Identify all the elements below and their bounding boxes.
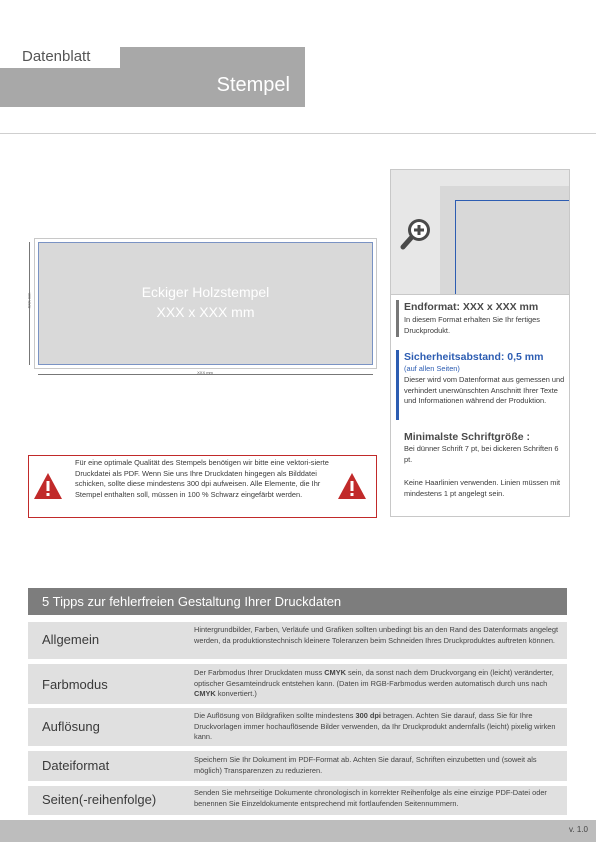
min-font-text: Bei dünner Schrift 7 pt, bei dickeren Schriften 6 pt. <box>404 444 559 464</box>
version-label: v. 1.0 <box>569 825 588 834</box>
min-font-title: Minimalste Schriftgröße : <box>404 431 531 443</box>
safety-title: Sicherheitsabstand: 0,5 mm <box>404 351 544 363</box>
footer-bar <box>0 820 596 842</box>
safety-marker <box>396 350 399 420</box>
tip-label: Seiten(-reihenfolge) <box>42 792 157 807</box>
tip-text: Speichern Sie Ihr Dokument im PDF-Format ab. Achten Sie darauf, Schriften einzubetten und (soweit als möglich) Transparenzen zu reduzieren. <box>194 755 537 775</box>
warning-text: Für eine optimale Qualität des Stempels benötigen wir bitte eine vektori-sierte Druckdatei als PDF. Wenn Sie uns Ihre Druckdaten hingegen als Bilddatei schicken, sollte diese mindestens 300 dpi aufweisen. Alle Elemente, die Ihr Stempel enthalten soll, müssen in 100 % Schwarz eingefärbt werden. <box>75 458 329 499</box>
tip-label: Farbmodus <box>42 677 108 692</box>
warning-triangle-icon <box>337 471 367 501</box>
zoom-in-icon <box>400 216 434 250</box>
header-divider <box>0 133 596 134</box>
tip-label: Allgemein <box>42 632 100 647</box>
tip-label: Auflösung <box>42 719 100 734</box>
tips-title: 5 Tipps zur fehlerfreien Gestaltung Ihrer Druckdaten <box>42 594 342 609</box>
tip-label: Dateiformat <box>42 758 110 773</box>
tip-text: Die Auflösung von Bildgrafiken sollte mindestens 300 dpi betragen. Achten Sie darauf, dass Sie für Ihre Druckvorlagen immer hochauflösende Bilder verwenden, da Ihr Druckprodukt andernfalls (leicht) pixelig wirken kann. <box>194 711 556 741</box>
tip-text: Hintergrundbilder, Farben, Verläufe und Grafiken sollten unbedingt bis an den Rand des Datenformats angelegt werden, da produktionstechnisch kleinere Toleranzen beim Schneiden Ihres Druckproduktes auftreten können. <box>194 625 559 645</box>
dimension-label-horizontal: XXX mm <box>197 370 213 375</box>
warning-triangle-icon <box>33 471 63 501</box>
zoom-preview-safety-line <box>455 200 569 294</box>
tip-text: Der Farbmodus Ihrer Druckdaten muss CMYK sein, da sonst nach dem Druckvorgang ein (leicht) veränderter, optischer Gesamteindruck entstehen kann. (Daten im RGB-Farbmodus werden automatisch durch uns nach CMYK konvertiert.) <box>194 668 554 698</box>
hairline-text: Keine Haarlinien verwenden. Linien müssen mit mindestens 1 pt angelegt sein. <box>404 478 561 498</box>
header-label: Datenblatt <box>22 48 91 65</box>
stamp-size: XXX x XXX mm <box>156 304 255 320</box>
page-title: Stempel <box>216 74 290 96</box>
safety-subtitle: (auf allen Seiten) <box>404 364 460 373</box>
info-divider <box>391 294 569 295</box>
end-format-marker <box>396 300 399 337</box>
stamp-name: Eckiger Holzstempel <box>141 284 270 300</box>
dimension-label-vertical: XXX mm <box>26 292 32 309</box>
tip-text: Senden Sie mehrseitige Dokumente chronologisch in korrekter Reihenfolge als eine einzige PDF-Datei oder benennen Sie Einzeldokumente entsprechend mit fortlaufenden Seitennummern. <box>194 788 547 808</box>
end-format-text: In diesem Format erhalten Sie Ihr fertiges Druckprodukt. <box>404 315 540 335</box>
safety-text: Dieser wird vom Datenformat aus gemessen und verhindert unerwünschten Anschnitt Ihrer Texte und Informationen während der Produktion. <box>404 375 565 405</box>
end-format-title: Endformat: XXX x XXX mm <box>404 301 539 313</box>
